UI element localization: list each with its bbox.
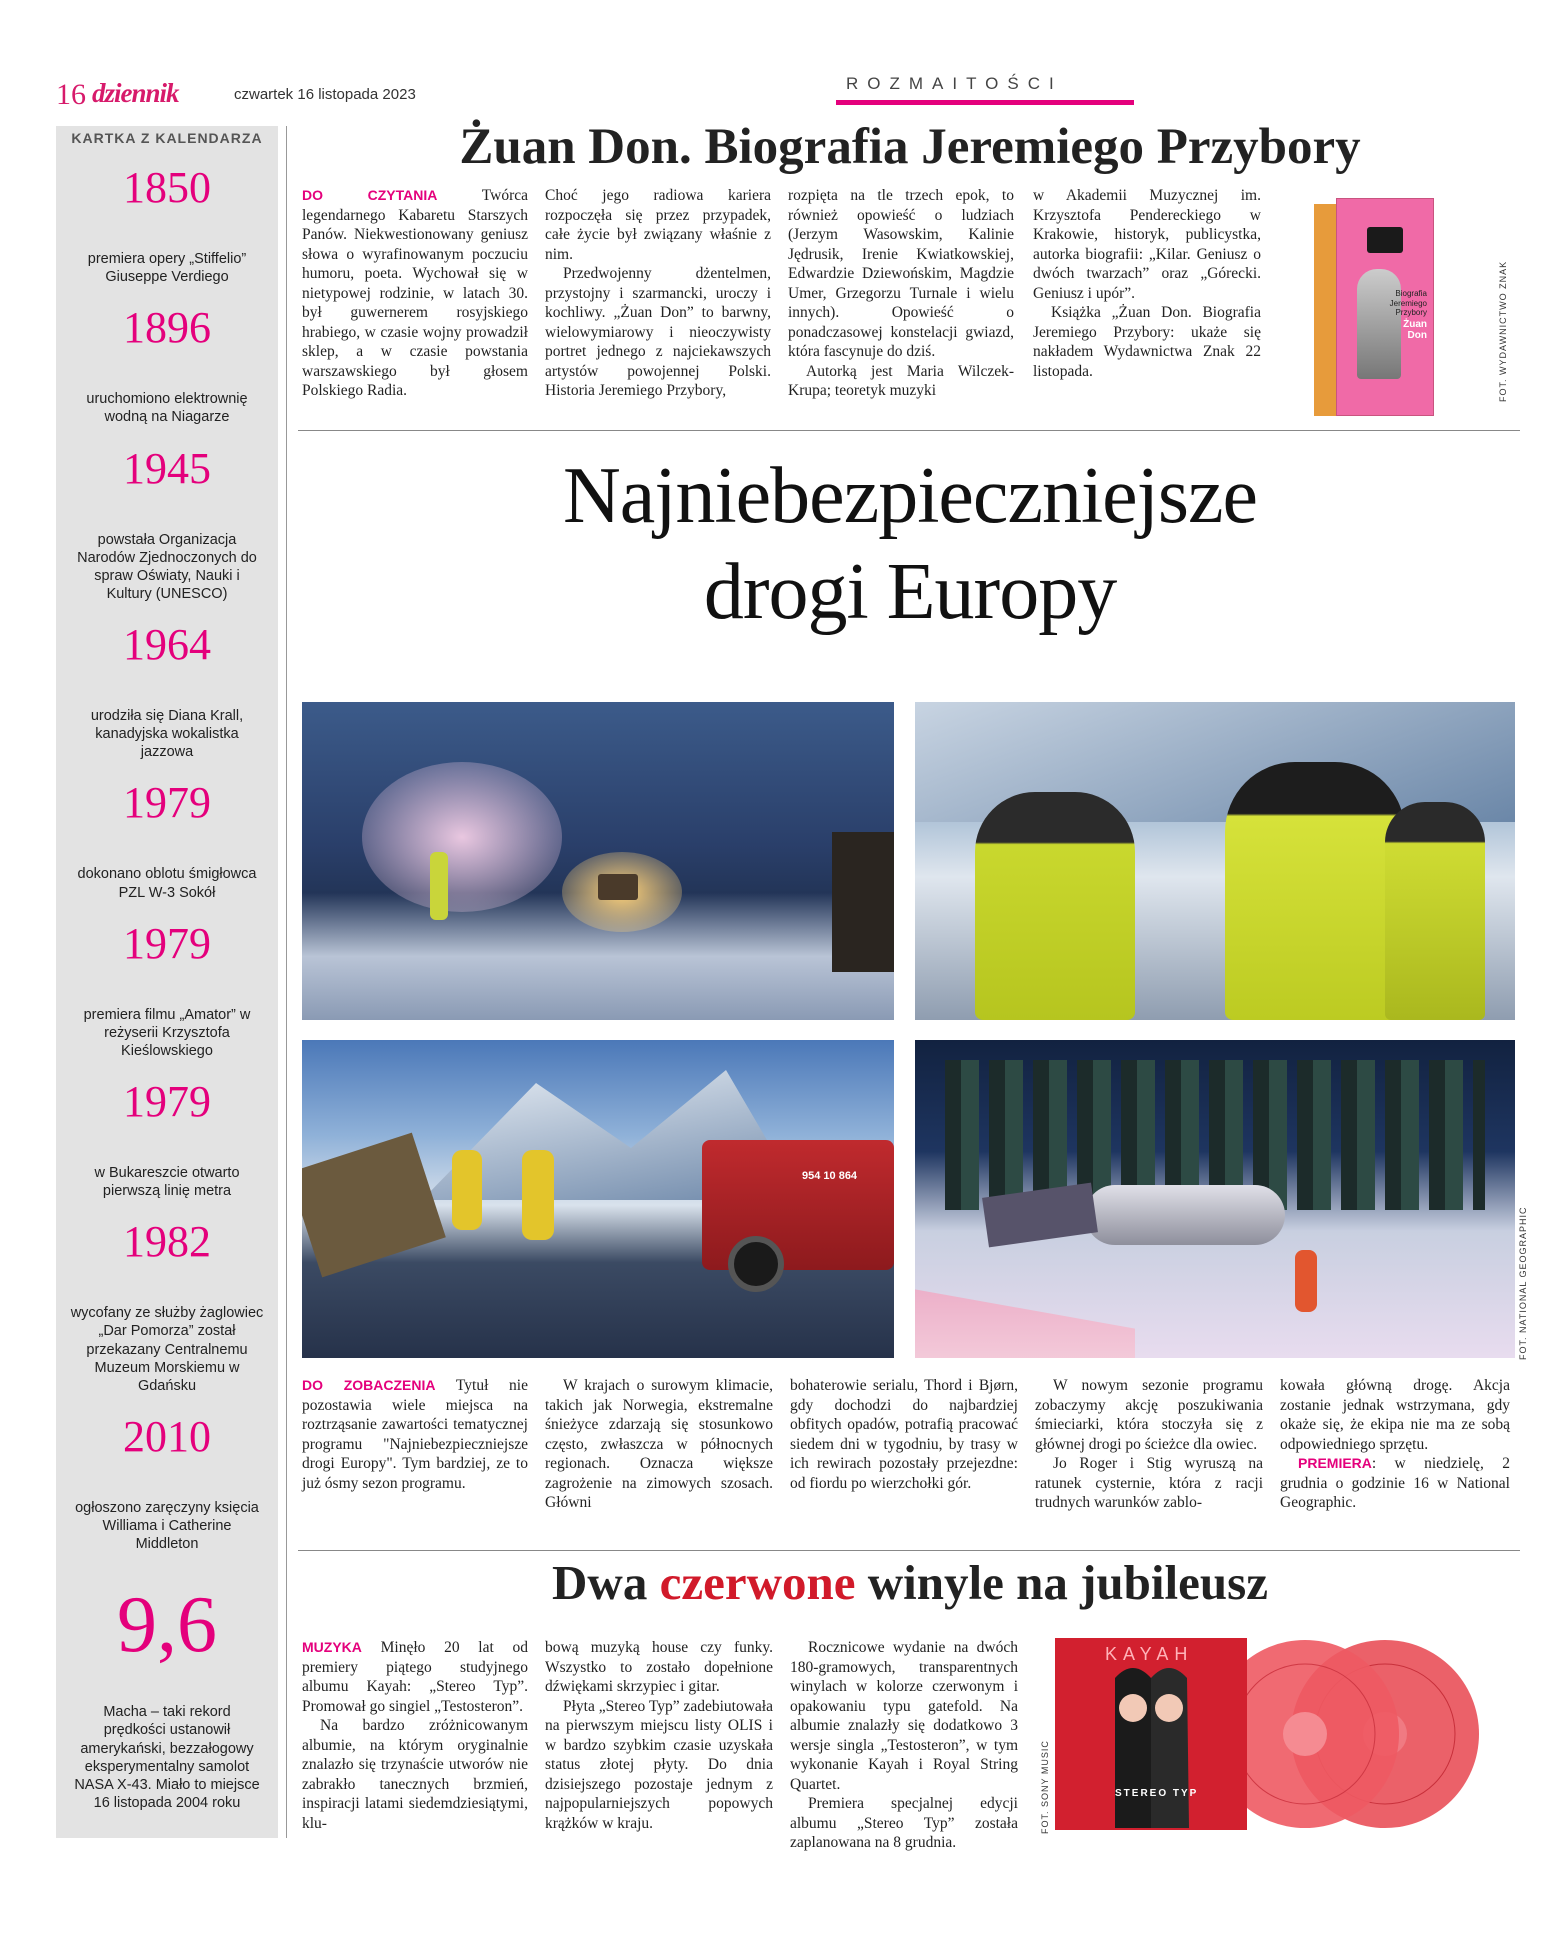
truck — [598, 874, 638, 900]
entry-text: wycofany ze służby żaglowiec „Dar Pomorza” został przekazany Centralnemu Muzeum Morskiemu w Gdańsku — [70, 1305, 264, 1394]
premiere-text: : w niedzielę, 2 grudnia o godzinie 16 w National Geographic. — [1280, 1455, 1510, 1511]
article2-photo-credit: FOT. NATIONAL GEOGRAPHIC — [1518, 1206, 1528, 1360]
article2-lead-label: DO ZOBACZENIA — [302, 1377, 436, 1393]
issue-date: czwartek 16 listopada 2023 — [234, 86, 416, 103]
entry-year: 2010 — [123, 1411, 211, 1461]
article1-col2-p2: Przedwojenny dżentelmen, przystojny i szarmancki, uroczy i kochliwy. „Żuan Don” to barwny, wielowymiarowy i nieoczywisty portret jednego z najciekawszych artystów powojennej Polski. Historia Jeremiego Przybory, — [545, 265, 771, 399]
article3-col2-p2: Płyta „Stereo Typ” zadebiutowała na pierwszym miejscu listy OLIS i w bardzo szybkim czasie uzyskała status złotej płyty. Do dnia dzisiejszego pozostaje jednym z najpopularniejszych popowych krążków w kraju. — [545, 1697, 773, 1832]
article1-col1-text: Twórca legendarnego Kabaretu Starszych Panów. Niekwestionowany geniusz słowa o wyrafinowanym poczuciu humoru, poeta. Wychował się w nietypowej rodzinie, w latach 30. był guwernerem rosyjskiego hrabiego, w czasie wojny prowadził sklep, a w czasie powstania warszawskiego był głosem Polskiego Radia. — [302, 187, 528, 399]
article2-column-5 — [1280, 1376, 1510, 1513]
rescue-worker-2 — [522, 1150, 554, 1240]
entry-year: 1979 — [123, 778, 211, 828]
article2-column-3 — [790, 1376, 1018, 1493]
calendar-sidebar — [56, 126, 278, 1838]
calendar-entry — [56, 443, 278, 604]
entry-year: 1896 — [123, 303, 211, 353]
article1-col3-p2: Autorką jest Maria Wilczek-Krupa; teoretyk muzyki — [788, 362, 1014, 399]
photo-tow-truck-rescue — [302, 1040, 894, 1358]
article3-headline-part1: Dwa — [552, 1555, 648, 1610]
entry-text: ogłoszono zaręczyny księcia Williama i Catherine Middleton — [75, 1499, 259, 1553]
article3-headline-part2: winyle na jubileusz — [867, 1555, 1268, 1610]
article2-column-4 — [1035, 1376, 1263, 1513]
worker-left — [975, 792, 1135, 1020]
calendar-entry — [56, 620, 278, 761]
entry-text: powstała Organizacja Narodów Zjednoczonych do spraw Oświaty, Nauki i Kultury (UNESCO) — [77, 531, 257, 602]
article1-col4-p2: Książka „Żuan Don. Biografia Jeremiego Przybory: ukaże się nakładem Wydawnictwa Znak 22 listopada. — [1033, 304, 1261, 380]
entry-year: 1982 — [123, 1217, 211, 1267]
article1-column-2 — [545, 186, 771, 401]
rescue-worker-1 — [452, 1150, 482, 1230]
calendar-entry — [56, 918, 278, 1060]
calendar-entry — [56, 1077, 278, 1200]
article2-col1-text: Tytuł nie pozostawia wiele miejsca na roztrząsanie zawartości tematycznej programu "Najniebezpieczniejsze drogi Europy". Tym bardziej, ze to już ósmy sezon programu. — [302, 1377, 528, 1492]
book-cover-title: Żuan Don — [1403, 319, 1427, 341]
face-right — [1155, 1694, 1183, 1722]
article1-col4-p1: w Akademii Muzycznej im. Krzysztofa Pendereckiego w Krakowie, historyk, publicystka, autorka biografii: „Kilar. Geniusz o dwóch twarzach” oraz „Górecki. Geniusz i upór”. — [1033, 187, 1261, 302]
article2-col3-text: bohaterowie serialu, Thord i Bjørn, gdy dochodzi do najbardziej obfitych opadów, potrafią pracować siedem dni w tygodniu, by trasy w ich rewirach pozostały przejezdne: od fiordu po wierzchołki gór. — [790, 1377, 1018, 1492]
newspaper-logo: dziennik — [92, 78, 179, 108]
entry-year: 1850 — [123, 163, 211, 212]
page-header — [56, 74, 1516, 114]
entry-text: w Bukareszcie otwarto pierwszą linię metra — [94, 1165, 240, 1200]
article1-photo-credit: FOT. WYDAWNICTWO ZNAK — [1498, 260, 1508, 402]
article3-lead-label: MUZYKA — [302, 1639, 362, 1655]
face-left — [1119, 1694, 1147, 1722]
section-underline — [836, 100, 1134, 105]
entry-year: 1979 — [123, 1077, 211, 1126]
calendar-entry — [56, 303, 278, 426]
record-value: 9,6 — [117, 1581, 217, 1670]
article-divider — [298, 430, 1520, 431]
article2-headline-line1: Najniebezpieczniejsze — [562, 452, 1258, 540]
article1-column-3 — [788, 186, 1014, 401]
book-cover-image — [1314, 198, 1434, 420]
calendar-entry — [56, 163, 278, 286]
article3-headline-highlight: czerwone — [659, 1555, 856, 1610]
building-edge — [832, 832, 894, 972]
worker-in-vest — [430, 852, 448, 920]
worker-orange — [1295, 1250, 1317, 1312]
article1-column-1 — [302, 186, 528, 401]
article3-headline — [300, 1554, 1520, 1611]
article1-col2-p1: Choć jego radiowa kariera rozpoczęła się przez przypadek, całe życie był związany właśnie z nim. — [545, 187, 771, 263]
entry-text: premiera filmu „Amator” w reżyserii Krzysztofa Kieślowskiego — [83, 1006, 251, 1059]
figure-left — [1115, 1668, 1153, 1828]
record-text: Macha – taki rekord prędkości ustanowił amerykański, bezzałogowy eksperymentalny samolot NASA X-43. Miało to miejsce 16 listopada 2004 roku — [74, 1704, 260, 1811]
photo-road-workers — [915, 702, 1515, 1020]
worker-right — [1385, 802, 1485, 1020]
truck-wheel — [728, 1236, 784, 1292]
article2-col5-text: kowała główną drogę. Akcja zostanie jednak wstrzymana, gdy okaże się, że ekipa nie ma ze sobą odpowiedniego sprzętu. — [1280, 1377, 1510, 1453]
article1-column-4 — [1033, 186, 1261, 381]
book-front — [1336, 198, 1434, 416]
sidebar-divider — [286, 126, 287, 1838]
article2-col2-text: W krajach o surowym klimacie, takich jak Norwegia, ekstremalne śnieżyce zdarzają się stosunkowo często, zwłaszcza w północnych regionach. Oznacza większe zagrożenie na zimowych szosach. Główni — [545, 1377, 773, 1511]
page-number: 16 — [56, 78, 86, 111]
entry-year: 1945 — [123, 443, 211, 493]
photo-tanker-in-snow — [915, 1040, 1515, 1358]
entry-text: uruchomiono elektrownię wodną na Niagarze — [86, 391, 248, 426]
tanker-cylinder — [1085, 1185, 1285, 1245]
article2-headline — [300, 448, 1520, 640]
vinyl-label — [1283, 1712, 1327, 1756]
calendar-entry — [56, 778, 278, 901]
article2-col4-p2: Jo Roger i Stig wyruszą na ratunek cysternie, która z racji trudnych warunków zablo- — [1035, 1455, 1263, 1511]
pink-lit-snow — [915, 1260, 1135, 1358]
article3-col1-p2: Na bardzo zróżnicowanym albumie, na którym oryginalnie znalazło się trzynaście utworów nie zabrakło tanecznych brzmień, inspiracji latami siedemdziesiątymi, klu- — [302, 1717, 528, 1832]
entry-text: premiera opery „Stiffelio” Giuseppe Verdiego — [87, 251, 247, 286]
entry-text: urodziła się Diana Krall, kanadyjska wokalistka jazzowa — [90, 708, 244, 761]
article3-column-3 — [790, 1638, 1018, 1853]
article3-column-2 — [545, 1638, 773, 1833]
vinyl-illustration — [1055, 1638, 1511, 1830]
article1-lead-label: DO CZYTANIA — [302, 187, 438, 203]
book-cover-subtitle: Biografia Jeremiego Przybory — [1389, 289, 1427, 318]
article-divider — [298, 1550, 1520, 1551]
article2-headline-line2: drogi Europy — [703, 548, 1117, 636]
article2-column-1 — [302, 1376, 528, 1493]
premiere-label: PREMIERA — [1298, 1455, 1372, 1471]
article3-col3-p2: Premiera specjalnej edycji albumu „Stereo Typ” została zaplanowana na 8 grudnia. — [790, 1795, 1018, 1851]
section-title: ROZMAITOŚCI — [846, 74, 1063, 93]
calendar-entry — [56, 1217, 278, 1395]
truck-number: 954 10 864 — [802, 1170, 858, 1182]
worker-middle — [1225, 762, 1405, 1020]
entry-year: 1979 — [123, 918, 211, 968]
frosted-trees — [362, 762, 562, 912]
article3-col3-p1: Rocznicowe wydanie na dwóch 180-gramowych, transparentnych winylach w kolorze czerwonym i opakowaniu typu gatefold. Na albumie znalazły się dodatkowo 3 wersje singla „Testosteron”, w tym wykonanie Kayah i Royal String Quartet. — [790, 1639, 1018, 1793]
entry-text: dokonano oblotu śmigłowca PZL W-3 Sokół — [77, 866, 257, 901]
article1-headline: Żuan Don. Biografia Jeremiego Przybory — [459, 119, 1361, 175]
album-artist: KAYAH — [1105, 1644, 1194, 1664]
calendar-entry — [56, 1411, 278, 1553]
overturned-truck — [302, 1133, 446, 1278]
top-hat-icon — [1367, 227, 1403, 253]
article3-col2-p1: bową muzyką house czy funky. Wszystko to zostało dopełnione dźwiękami skrzypiec i gitar. — [545, 1639, 773, 1695]
article3-column-1 — [302, 1638, 528, 1833]
article3-col1-p1: Minęło 20 lat od premiery piątego studyjnego albumu Kayah: „Stereo Typ”. Promował go singiel „Testosteron”. — [302, 1639, 528, 1715]
album-title: STEREO TYP — [1115, 1788, 1199, 1799]
article3-photo-credit: FOT. SONY MUSIC — [1040, 1740, 1050, 1834]
article1-col3-p1: rozpięta na tle trzech epok, to również opowieść o ludziach (Jerzym Wasowskim, Kalinie Jędrusik, Irenie Kwiatkowskiej, Edwardzie Dziewońskim, Magdzie Umer, Grzegorzu Turnale i wielu innych). Opowieść o ponadczasowej konstelacji gwiazd, która fascynuje do dziś. — [788, 187, 1014, 360]
article2-col4-p1: W nowym sezonie programu zobaczymy akcję poszukiwania śmieciarki, która stoczyła się z głównej drogi po ścieżce dla owiec. — [1035, 1377, 1263, 1453]
entry-year: 1964 — [123, 620, 211, 669]
article2-column-2 — [545, 1376, 773, 1513]
sidebar-title: KARTKA Z KALENDARZA — [71, 130, 263, 146]
photo-snowy-road-night — [302, 702, 894, 1020]
vinyl-album-image — [1055, 1638, 1511, 1830]
figure-right — [1151, 1668, 1189, 1828]
